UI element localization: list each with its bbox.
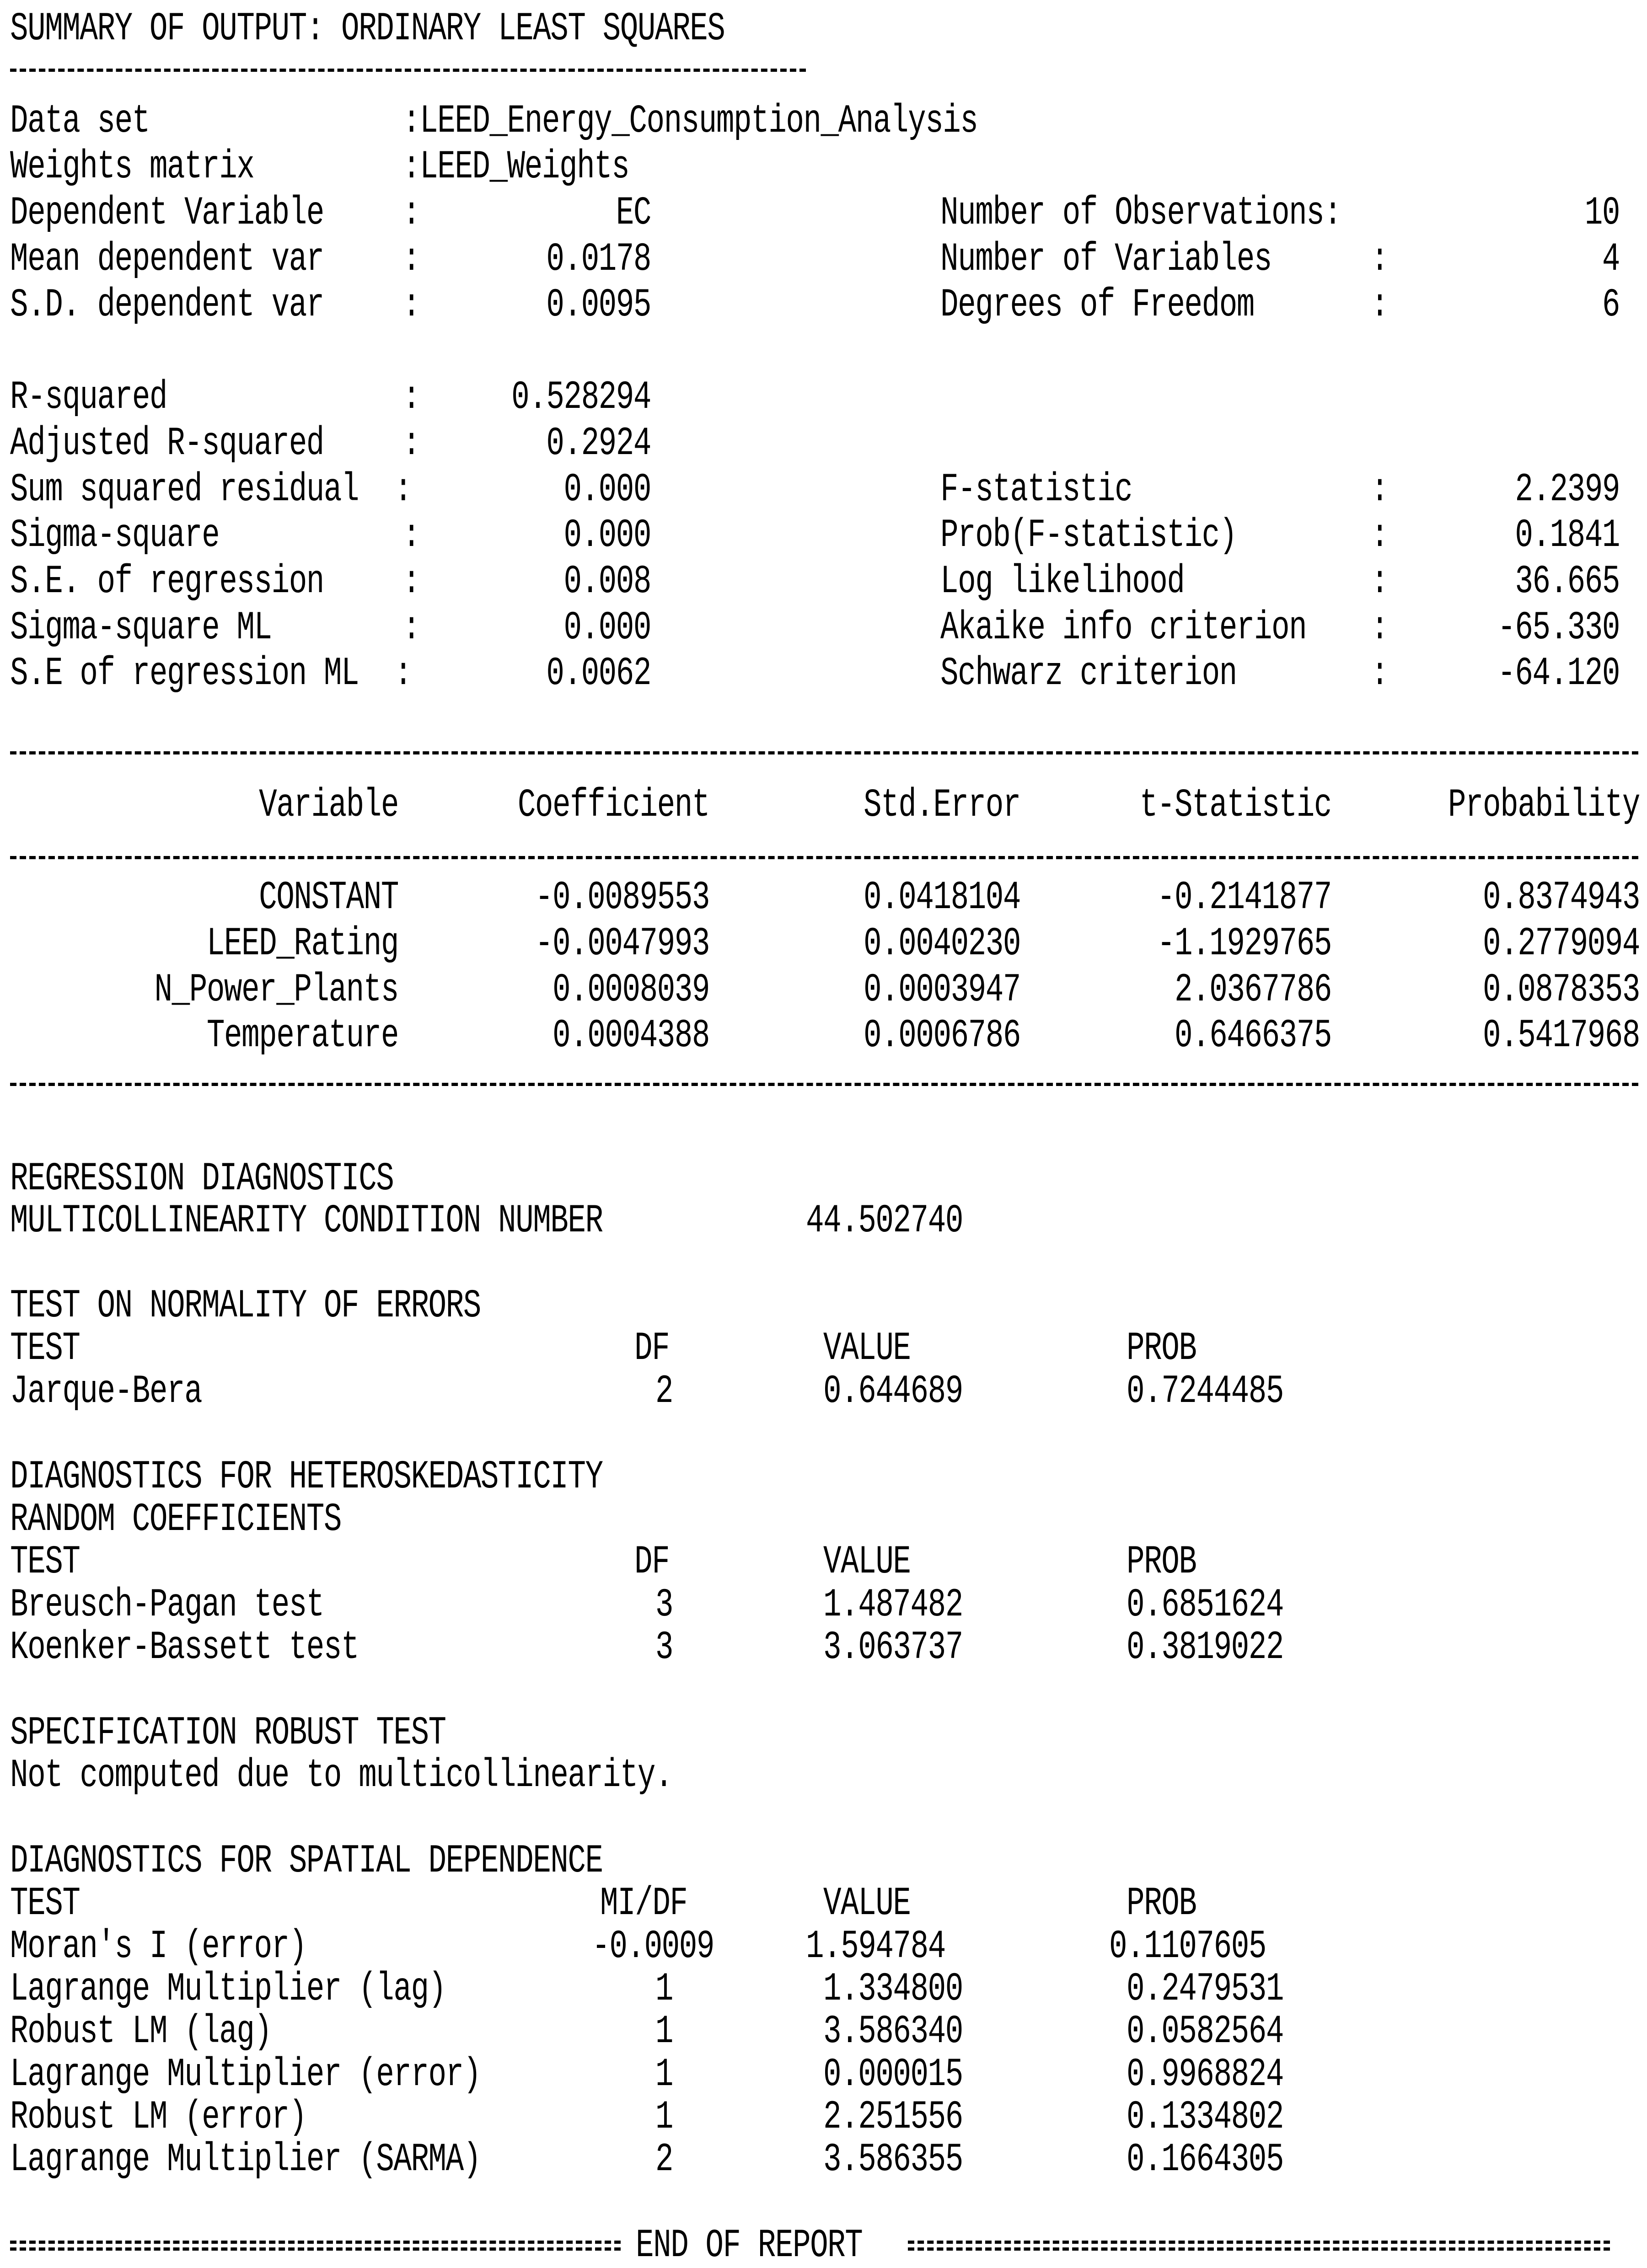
colon: : [402,421,420,466]
cell: 0.0003947 [864,967,1020,1013]
colon: : [1371,467,1389,513]
colon: : [1371,236,1389,282]
cell: 0.1334802 [1127,2094,1283,2140]
fit-label: Akaike info criterion [940,605,1307,651]
fit-value: -64.120 [1497,651,1620,696]
colon: : [402,282,420,328]
multicollinearity-label: MULTICOLLINEARITY CONDITION NUMBER [10,1198,603,1244]
cell: 1 [655,2052,673,2097]
spatial-title: DIAGNOSTICS FOR SPATIAL DEPENDENCE [10,1838,603,1884]
cell: Koenker-Bassett test [10,1625,359,1670]
cell: 0.0004388 [553,1013,709,1059]
column-header: PROB [1127,1881,1196,1926]
fit-value: 2.2399 [1515,467,1620,513]
cell: Robust LM (error) [10,2094,306,2140]
diagnostics-title: REGRESSION DIAGNOSTICS [10,1156,394,1202]
footer-rule-right [908,2241,1610,2251]
column-header: VALUE [823,1881,911,1926]
fit-value: 36.665 [1515,559,1620,604]
footer-rule-left [10,2241,621,2251]
cell: 3 [655,1582,673,1628]
colon: : [402,559,420,604]
cell: 0.8374943 [1483,875,1640,920]
colon: : [402,236,420,282]
weights-value: :LEED_Weights [402,144,629,190]
cell: 1 [655,2094,673,2140]
cell: 2.0367786 [1175,967,1331,1013]
cell: 0.5417968 [1483,1013,1640,1059]
cell: -0.0047993 [535,921,709,967]
column-header: TEST [10,1881,80,1926]
cell: -0.0089553 [535,875,709,920]
fit-label: S.E. of regression [10,559,324,604]
cell: 0.1107605 [1109,1924,1266,1969]
fit-label: S.E of regression ML [10,651,359,696]
colon: : [402,513,420,558]
column-header: t-Statistic [1139,782,1331,828]
cell: 3 [655,1625,673,1670]
column-header: VALUE [823,1326,911,1371]
colon: : [1371,282,1389,328]
cell: 1.487482 [823,1582,963,1628]
colon: : [1371,651,1389,696]
column-header: TEST [10,1539,80,1585]
fit-label: Log likelihood [940,559,1185,604]
column-header: PROB [1127,1539,1196,1585]
weights-label: Weights matrix [10,144,254,190]
cell: 2 [655,2137,673,2182]
cell: CONSTANT [259,875,398,920]
fit-label: Sigma-square ML [10,605,272,651]
colon: : [1371,559,1389,604]
fit-value: 0.0062 [546,651,651,696]
cell: -1.1929765 [1157,921,1331,967]
column-header: TEST [10,1326,80,1371]
cell: 2 [655,1369,673,1414]
fit-value: 0.528294 [511,374,651,420]
cell: 0.6851624 [1127,1582,1283,1628]
cell: 1 [655,2009,673,2054]
cell: -0.0009 [592,1924,714,1969]
cell: 1.334800 [823,1966,963,2012]
fit-value: -65.330 [1497,605,1620,651]
cell: 3.586340 [823,2009,963,2054]
n-vars-value: 4 [1602,236,1620,282]
fit-label: F-statistic [940,467,1132,513]
cell: 2.251556 [823,2094,963,2140]
fit-value: 0.000 [563,605,651,651]
table-divider [10,856,1638,859]
cell: 3.063737 [823,1625,963,1670]
data-set-value: :LEED_Energy_Consumption_Analysis [402,98,978,144]
colon: : [402,605,420,651]
n-obs-label: Number of Observations: [940,190,1341,236]
n-vars-label: Number of Variables [940,236,1272,282]
cell: LEED_Rating [206,921,398,967]
cell: 0.644689 [823,1369,963,1414]
colon: : [1371,605,1389,651]
fit-value: 0.2924 [546,421,651,466]
cell: 0.2779094 [1483,921,1640,967]
fit-label: Schwarz criterion [940,651,1237,696]
fit-label: Adjusted R-squared [10,421,324,466]
column-header: PROB [1127,1326,1196,1371]
cell: Lagrange Multiplier (error) [10,2052,481,2097]
colon: : [402,374,420,420]
cell: 0.1664305 [1127,2137,1283,2182]
fit-label: Sum squared residual [10,467,359,513]
fit-label: Sigma-square [10,513,220,558]
column-header: Std.Error [864,782,1020,828]
fit-value: 0.000 [563,513,651,558]
sd-dep-value: 0.0095 [546,282,651,328]
specification-note: Not computed due to multicollinearity. [10,1753,673,1798]
mean-dep-label: Mean dependent var [10,236,324,282]
specification-title: SPECIFICATION ROBUST TEST [10,1710,446,1756]
colon: : [394,467,412,513]
table-divider [10,1083,1638,1086]
cell: 0.6466375 [1175,1013,1331,1059]
column-header: DF [634,1539,670,1585]
multicollinearity-value: 44.502740 [806,1198,963,1244]
cell: 0.0418104 [864,875,1020,920]
cell: 0.000015 [823,2052,963,2097]
cell: 0.0878353 [1483,967,1640,1013]
fit-value: 0.1841 [1515,513,1620,558]
table-divider [10,751,1638,754]
column-header: Variable [259,782,398,828]
cell: Moran's I (error) [10,1924,306,1969]
colon: : [402,190,420,236]
dep-var-label: Dependent Variable [10,190,324,236]
cell: 0.0582564 [1127,2009,1283,2054]
colon: : [394,651,412,696]
cell: N_Power_Plants [154,967,398,1013]
cell: 1 [655,1966,673,2012]
title-divider [10,69,806,72]
n-obs-value: 10 [1584,190,1620,236]
cell: 0.0040230 [864,921,1020,967]
column-header: MI/DF [600,1881,687,1926]
end-of-report: END OF REPORT [636,2223,863,2268]
data-set-label: Data set [10,98,150,144]
cell: 0.0006786 [864,1013,1020,1059]
fit-label: Prob(F-statistic) [940,513,1237,558]
cell: 0.3819022 [1127,1625,1283,1670]
heteroskedasticity-subtitle: RANDOM COEFFICIENTS [10,1497,342,1542]
colon: : [1371,513,1389,558]
dof-value: 6 [1602,282,1620,328]
cell: 3.586355 [823,2137,963,2182]
cell: Temperature [206,1013,398,1059]
cell: 0.7244485 [1127,1369,1283,1414]
cell: 0.0008039 [553,967,709,1013]
mean-dep-value: 0.0178 [546,236,651,282]
dof-label: Degrees of Freedom [940,282,1254,328]
cell: Lagrange Multiplier (lag) [10,1966,446,2012]
normality-title: TEST ON NORMALITY OF ERRORS [10,1283,481,1329]
fit-label: R-squared [10,374,167,420]
cell: Breusch-Pagan test [10,1582,324,1628]
fit-value: 0.000 [563,467,651,513]
cell: -0.2141877 [1157,875,1331,920]
column-header: Probability [1448,782,1640,828]
fit-value: 0.008 [563,559,651,604]
cell: 1.594784 [806,1924,945,1969]
column-header: Coefficient [517,782,709,828]
cell: 0.9968824 [1127,2052,1283,2097]
report-title: SUMMARY OF OUTPUT: ORDINARY LEAST SQUARES [10,6,725,52]
column-header: VALUE [823,1539,911,1585]
cell: Lagrange Multiplier (SARMA) [10,2137,481,2182]
cell: Robust LM (lag) [10,2009,272,2054]
cell: 0.2479531 [1127,1966,1283,2012]
cell: Jarque-Bera [10,1369,202,1414]
sd-dep-label: S.D. dependent var [10,282,324,328]
dep-var-value: EC [616,190,651,236]
heteroskedasticity-title: DIAGNOSTICS FOR HETEROSKEDASTICITY [10,1454,603,1500]
column-header: DF [634,1326,670,1371]
